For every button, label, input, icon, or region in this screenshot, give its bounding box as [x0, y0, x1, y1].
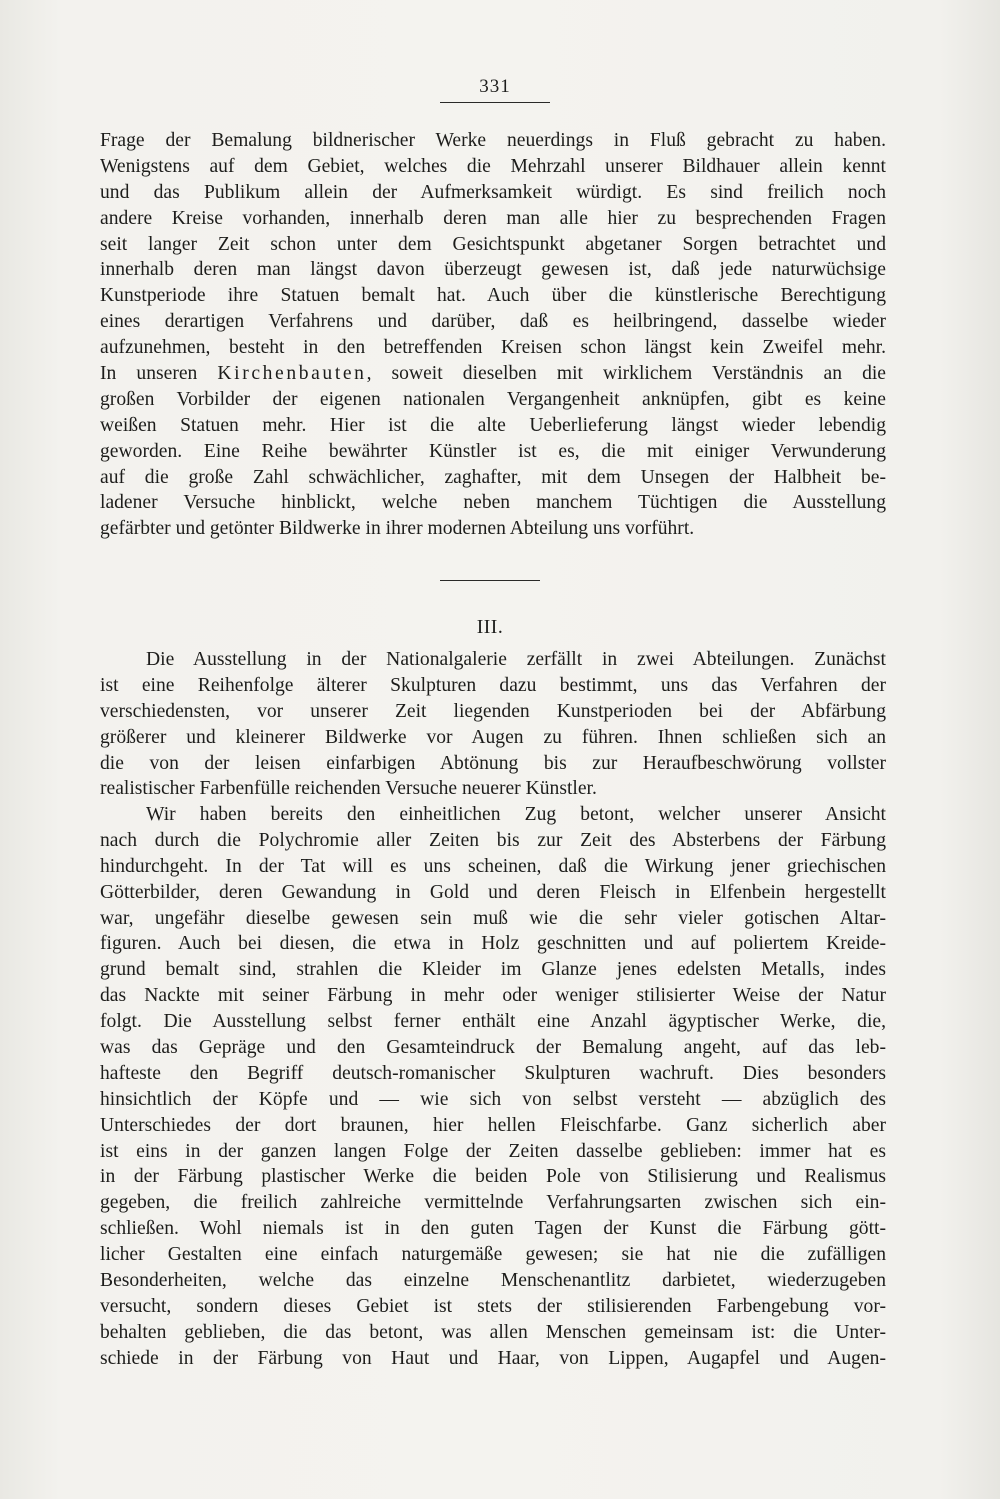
text-line: Frage der Bemalung bildnerischer Werke neuerdings in Fluß gebracht zu haben.	[100, 130, 886, 151]
text-line: ist eine Reihenfolge älterer Skulpturen dazu bestimmt, uns das Verfahren der	[100, 674, 886, 696]
text-line: in der Färbung plastischer Werke die beiden Pole von Stilisierung und Realismus	[100, 1166, 886, 1188]
text-line: licher Gestalten eine einfach naturgemäße gewesen; sie hat nie die zufälligen	[100, 1244, 886, 1266]
text-line: eines derartigen Verfahrens und darüber, daß es heilbringend, dasselbe wieder	[100, 311, 886, 333]
page-number-rule	[440, 102, 550, 103]
text-line: behalten geblieben, die das betont, was allen Menschen gemeinsam ist: die Unter-	[100, 1321, 886, 1343]
text-line: weißen Statuen mehr. Hier ist die alte Ueberlieferung längst wieder lebendig	[100, 414, 886, 436]
paragraph-3	[100, 802, 886, 1372]
text-line: und das Publikum allein der Aufmerksamkeit würdigt. Es sind freilich noch	[100, 181, 886, 203]
text-line: verschiedensten, vor unserer Zeit liegenden Kunstperioden bei der Abfärbung	[100, 700, 886, 722]
text-segment: , soweit dieselben mit wirklichem Verständnis an die	[366, 363, 887, 385]
text-line: realistischer Farbenfülle reichenden Versuche neuerer Künstler.	[100, 778, 597, 800]
text-line: geworden. Eine Reihe bewährter Künstler ist es, die mit einiger Verwunderung	[100, 440, 886, 462]
text-line: hindurchgeht. In der Tat will es uns scheinen, daß die Wirkung jener griechischen	[100, 855, 886, 877]
text-line: gefärbter und getönter Bildwerke in ihrer modernen Abteilung uns vorführt.	[100, 518, 695, 540]
text-line: Unterschiedes der dort braunen, hier hellen Fleischfarbe. Ganz sicherlich aber	[100, 1114, 886, 1136]
text-line: Die Ausstellung in der Nationalgalerie zerfällt in zwei Abteilungen. Zunächst	[146, 649, 886, 670]
text-line: gegeben, die freilich zahlreiche vermittelnde Verfahrungsarten zwischen sich ein-	[100, 1192, 886, 1214]
text-line: größerer und kleinerer Bildwerke vor Augen zu führen. Ihnen schließen sich an	[100, 726, 886, 748]
text-line: Besonderheiten, welche das einzelne Menschenantlitz darbietet, wiederzugeben	[100, 1270, 886, 1292]
text-line: seit langer Zeit schon unter dem Gesichtspunkt abgetaner Sorgen betrachtet und	[100, 233, 886, 255]
text-line: hafteste den Begriff deutsch-romanischer Skulpturen wachruft. Dies besonders	[100, 1062, 886, 1084]
letterspaced-term: Kirchenbauten	[217, 363, 367, 385]
text-line: grund bemalt sind, strahlen die Kleider im Glanze jenes edelsten Metalls, indes	[100, 959, 886, 981]
text-line: schiede in der Färbung von Haut und Haar, von Lippen, Augapfel und Augen-	[100, 1347, 886, 1369]
text-line: andere Kreise vorhanden, innerhalb deren man alle hier zu besprechenden Fragen	[100, 207, 886, 229]
text-line-emphasis	[100, 361, 886, 387]
text-line: Wenigstens auf dem Gebiet, welches die Mehrzahl unserer Bildhauer allein kennt	[100, 155, 886, 177]
text-line: das Nackte mit seiner Färbung in mehr oder weniger stilisierter Weise der Natur	[100, 985, 886, 1007]
paragraph-1	[100, 128, 886, 542]
text-line: figuren. Auch bei diesen, die etwa in Holz geschnitten und auf poliertem Kreide-	[100, 933, 886, 955]
text-line: folgt. Die Ausstellung selbst ferner enthält eine Anzahl ägyptischer Werke, die,	[100, 1011, 886, 1033]
text-line: hinsichtlich der Köpfe und — wie sich von selbst versteht — abzüglich des	[100, 1088, 886, 1110]
text-line: Kunstperiode ihre Statuen bemalt hat. Auch über die künstlerische Berechtigung	[100, 285, 886, 307]
text-line: ist eins in der ganzen langen Folge der Zeiten dasselbe geblieben: immer hat es	[100, 1140, 886, 1162]
text-line: schließen. Wohl niemals ist in den guten Tagen der Kunst die Färbung gött-	[100, 1218, 886, 1240]
section-heading: III.	[476, 617, 504, 638]
text-line: nach durch die Polychromie aller Zeiten bis zur Zeit des Absterbens der Färbung	[100, 829, 886, 851]
text-line: auf die große Zahl schwächlicher, zaghafter, mit dem Unsegen der Halbheit be-	[100, 466, 886, 488]
text-segment: In unseren	[100, 363, 218, 385]
text-line: ladener Versuche hinblickt, welche neben manchem Tüchtigen die Ausstellung	[100, 492, 886, 514]
text-line: die von der leisen einfarbigen Abtönung bis zur Heraufbeschwörung vollster	[100, 752, 886, 774]
page-number: 331	[479, 76, 511, 97]
text-line: großen Vorbilder der eigenen nationalen Vergangenheit anknüpfen, gibt es keine	[100, 388, 886, 410]
text-line: Wir haben bereits den einheitlichen Zug betont, welcher unserer Ansicht	[146, 804, 886, 825]
text-line: Götterbilder, deren Gewandung in Gold und deren Fleisch in Elfenbein hergestellt	[100, 881, 886, 903]
text-line: versucht, sondern dieses Gebiet ist stets der stilisierenden Farbengebung vor-	[100, 1295, 886, 1317]
text-line: aufzunehmen, besteht in den betreffenden Kreisen schon längst kein Zweifel mehr.	[100, 337, 886, 359]
section-divider	[440, 580, 540, 581]
text-line: was das Gepräge und den Gesamteindruck der Bemalung angeht, auf das leb-	[100, 1037, 886, 1059]
text-line: innerhalb deren man längst davon überzeugt gewesen ist, daß jede naturwüchsige	[100, 259, 886, 281]
paragraph-2	[100, 647, 886, 802]
text-line: war, ungefähr dieselbe gewesen sein muß wie die sehr vieler gotischen Altar-	[100, 907, 886, 929]
